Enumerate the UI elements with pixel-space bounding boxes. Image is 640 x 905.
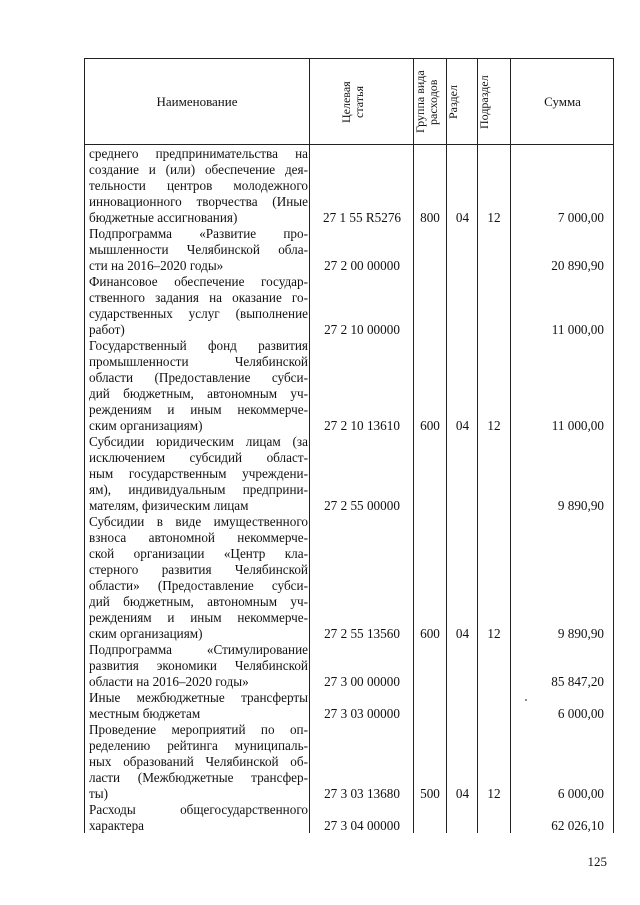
- header-sum: Сумма: [544, 93, 581, 109]
- row-name-line: работ): [89, 322, 125, 337]
- row-name-line: области на 2016–2020 годы»: [89, 674, 249, 689]
- row-group: 800: [420, 210, 440, 225]
- row-name-line: взноса автономной некоммерче-: [89, 530, 308, 545]
- row-name-line: исключением субсидий област-: [89, 450, 308, 465]
- row-sum: 11 000,00: [551, 322, 604, 337]
- row-group: 600: [420, 626, 440, 641]
- header-name: Наименование: [156, 93, 238, 109]
- row-name-line: дий бюджетным, автономным уч-: [89, 594, 308, 609]
- row-name-line: характера: [89, 818, 145, 833]
- row-name-line: среднего предпринимательства на: [89, 146, 308, 161]
- row-group: 600: [420, 418, 440, 433]
- row-code: 27 3 04 00000: [324, 818, 400, 833]
- row-name-line: сти на 2016–2020 годы»: [89, 258, 224, 273]
- row-name-line: Субсидии юридическим лицам (за: [89, 434, 308, 449]
- row-name-line: сударственных услуг (выполнение: [89, 306, 308, 321]
- header-code: Целевая статья: [339, 81, 366, 123]
- row-sum: 85 847,20: [551, 674, 604, 689]
- row-name-line: создание и (или) обеспечение дея-: [89, 162, 308, 177]
- row-name-line: Иные межбюджетные трансферты: [89, 690, 308, 705]
- row-code: 27 1 55 R5276: [322, 210, 402, 225]
- row-section: 04: [455, 210, 470, 225]
- row-sum: 6 000,00: [557, 786, 604, 801]
- page-number: 125: [587, 854, 607, 869]
- table-row-name: [89, 514, 308, 642]
- row-section: 04: [455, 418, 470, 433]
- row-subsection: 12: [487, 786, 501, 801]
- row-code: 27 2 55 13560: [324, 626, 400, 641]
- header-subsection: Подраздел: [477, 75, 491, 129]
- row-name-line: мателям, физическим лицам: [89, 498, 249, 513]
- row-subsection: 12: [487, 626, 501, 641]
- row-name-line: ты): [89, 786, 109, 801]
- scan-speck: [525, 699, 527, 701]
- row-section: 04: [455, 626, 470, 641]
- row-code: 27 3 00 00000: [324, 674, 400, 689]
- row-name-line: дий бюджетным, автономным уч-: [89, 386, 308, 401]
- row-name-line: Проведение мероприятий по оп-: [89, 722, 308, 737]
- table-row-name: [89, 226, 308, 274]
- row-name-line: Подпрограмма «Стимулирование: [89, 642, 308, 657]
- row-name-line: Государственный фонд развития: [89, 338, 308, 353]
- header-section: Раздел: [446, 85, 460, 119]
- row-name-line: развития экономики Челябинской: [89, 658, 308, 673]
- row-sum: 7 000,00: [557, 210, 604, 225]
- row-sum: 11 000,00: [551, 418, 604, 433]
- table-row-name: [89, 338, 308, 434]
- table-row-name: [89, 146, 308, 226]
- row-name-line: ным государственным учреждени-: [89, 466, 308, 481]
- col-divider-subsection: [477, 58, 478, 833]
- table-row-name: [89, 434, 308, 514]
- row-name-line: ским организациям): [89, 626, 203, 641]
- row-name-line: мышленности Челябинской обла-: [89, 242, 308, 257]
- row-code: 27 2 00 00000: [324, 258, 400, 273]
- row-group: 500: [420, 786, 440, 801]
- row-name-line: бюджетные ассигнования): [89, 210, 238, 225]
- row-code: 27 2 55 00000: [324, 498, 400, 513]
- row-name-line: Финансовое обеспечение государ-: [89, 274, 308, 289]
- row-name-line: инновационного творчества (Иные: [89, 194, 308, 209]
- row-name-line: Подпрограмма «Развитие про-: [89, 226, 308, 241]
- table-row-name: [89, 802, 308, 834]
- row-code: 27 2 10 00000: [324, 322, 400, 337]
- row-name-line: ределению рейтинга муниципаль-: [89, 738, 308, 753]
- row-code: 27 3 03 13680: [324, 786, 400, 801]
- row-name-line: промышленности Челябинской: [89, 354, 308, 369]
- row-sum: 62 026,10: [551, 818, 604, 833]
- row-name-line: ям), индивидуальным предприни-: [89, 482, 308, 497]
- row-subsection: 12: [487, 210, 501, 225]
- row-name-line: реждениям и иным некоммерче-: [89, 402, 308, 417]
- row-name-line: местным бюджетам: [89, 706, 201, 721]
- row-sum: 6 000,00: [557, 706, 604, 721]
- row-name-line: ским организациям): [89, 418, 203, 433]
- table-row-name: [89, 274, 308, 338]
- row-code: 27 3 03 00000: [324, 706, 400, 721]
- row-name-line: стерного развития Челябинской: [89, 562, 308, 577]
- row-section: 04: [455, 786, 470, 801]
- row-name-line: области» (Предоставление субси-: [89, 578, 308, 593]
- row-name-line: ласти (Межбюджетные трансфер-: [89, 770, 308, 785]
- row-code: 27 2 10 13610: [324, 418, 400, 433]
- row-name-line: ных образований Челябинской об-: [89, 754, 308, 769]
- row-name-line: ственного задания на оказание го-: [89, 290, 308, 305]
- table-row-name: [89, 642, 308, 690]
- row-name-line: области (Предоставление субси-: [89, 370, 308, 385]
- row-name-line: тельности центров молодежного: [89, 178, 308, 193]
- row-subsection: 12: [487, 418, 501, 433]
- row-name-line: Субсидии в виде имущественного: [89, 514, 308, 529]
- header-bottom-border: [84, 144, 614, 145]
- row-sum: 20 890,90: [551, 258, 604, 273]
- header-group: Группа вида расходов: [413, 70, 440, 134]
- col-divider-sum: [510, 58, 511, 833]
- col-divider-section: [446, 58, 447, 833]
- row-name-line: ской организации «Центр кла-: [89, 546, 308, 561]
- table-row-name: [89, 690, 308, 722]
- row-sum: 9 890,90: [557, 498, 604, 513]
- row-name-line: реждениям и иным некоммерче-: [89, 610, 308, 625]
- row-name-line: Расходы общегосударственного: [89, 802, 308, 817]
- row-sum: 9 890,90: [557, 626, 604, 641]
- table-row-name: [89, 722, 308, 802]
